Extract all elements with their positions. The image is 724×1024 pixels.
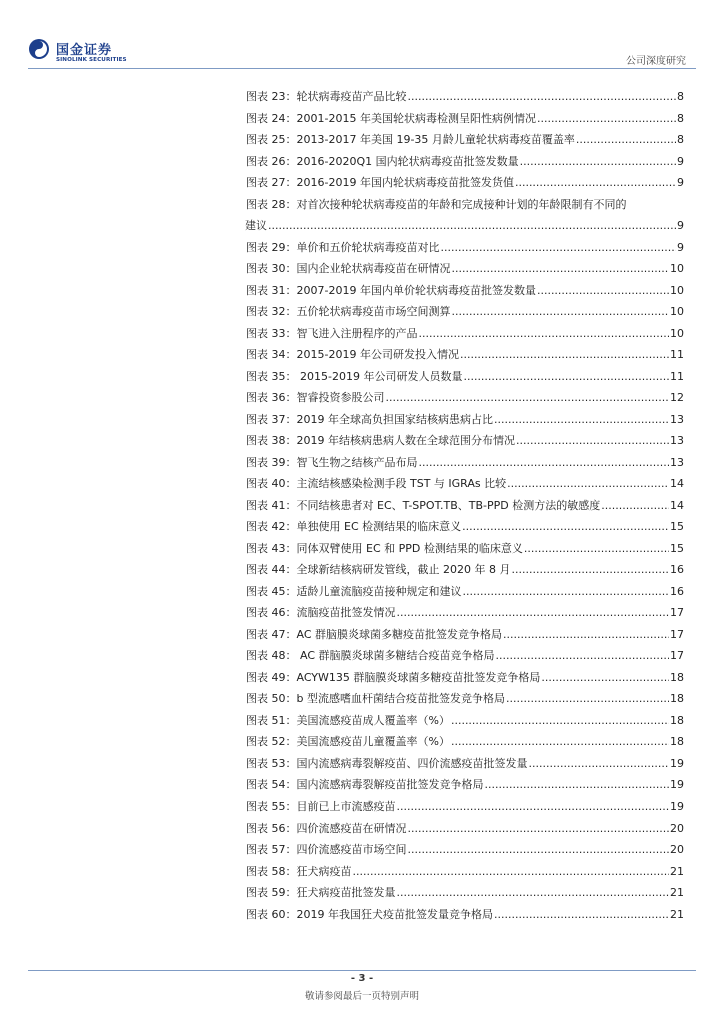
toc-entry-label: 图表 54：国内流感病毒裂解疫苗批签发竞争格局 bbox=[246, 778, 484, 792]
dot-leader bbox=[496, 647, 670, 665]
toc-page-number: 9 bbox=[677, 240, 684, 254]
toc-page-number: 19 bbox=[670, 799, 684, 813]
toc-page-number: 8 bbox=[677, 111, 684, 125]
toc-entry-label: 图表 57：四价流感疫苗市场空间 bbox=[246, 843, 407, 857]
disclaimer-note: 敬请参阅最后一页特别声明 bbox=[304, 991, 419, 1002]
toc-entry[interactable] bbox=[246, 798, 684, 820]
toc-entry-label: 图表 38：2019 年结核病患病人数在全球范围分布情况 bbox=[246, 434, 515, 448]
toc-page-number: 9 bbox=[677, 219, 684, 233]
toc-entry[interactable] bbox=[246, 583, 684, 605]
dot-leader bbox=[520, 153, 676, 171]
toc-entry[interactable] bbox=[246, 131, 684, 153]
toc-entry[interactable] bbox=[246, 325, 684, 347]
toc-entry-label: 图表 59：狂犬病疫苗批签发量 bbox=[246, 886, 396, 900]
dot-leader bbox=[397, 604, 670, 622]
toc-page-number: 14 bbox=[670, 498, 684, 512]
toc-entry[interactable] bbox=[246, 110, 684, 132]
toc-entry[interactable] bbox=[246, 497, 684, 519]
dot-leader bbox=[503, 626, 669, 644]
toc-entry-label: 图表 30：国内企业轮状病毒疫苗在研情况 bbox=[246, 262, 451, 276]
toc-entry[interactable] bbox=[246, 346, 684, 368]
header-divider bbox=[28, 68, 696, 69]
dot-leader bbox=[537, 282, 669, 300]
toc-entry-label: 图表 33：智飞进入注册程序的产品 bbox=[246, 326, 418, 340]
toc-page-number: 18 bbox=[670, 670, 684, 684]
toc-page-number: 8 bbox=[677, 133, 684, 147]
dot-leader bbox=[452, 303, 670, 321]
dot-leader bbox=[441, 239, 677, 257]
toc-entry[interactable] bbox=[246, 411, 684, 433]
toc-entry-label: 图表 23：轮状病毒疫苗产品比较 bbox=[246, 90, 407, 103]
toc-entry[interactable] bbox=[246, 863, 684, 885]
toc-entry[interactable] bbox=[246, 303, 684, 325]
dot-leader bbox=[397, 884, 670, 902]
dot-leader bbox=[485, 776, 670, 794]
toc-entry-label: 图表 56：四价流感疫苗在研情况 bbox=[246, 821, 407, 835]
toc-entry[interactable] bbox=[246, 153, 684, 175]
toc-entry-label: 图表 32：五价轮状病毒疫苗市场空间测算 bbox=[246, 305, 451, 319]
company-logo bbox=[28, 38, 158, 70]
page-header bbox=[0, 0, 724, 70]
toc-entry[interactable] bbox=[246, 389, 684, 411]
toc-page-number: 11 bbox=[670, 369, 684, 383]
toc-entry[interactable] bbox=[246, 432, 684, 454]
toc-entry-label: 图表 58：狂犬病疫苗 bbox=[246, 864, 352, 878]
logo-chinese-name: 国金证券 bbox=[56, 43, 113, 58]
toc-entry-label: 图表 29：单价和五价轮状病毒疫苗对比 bbox=[246, 240, 440, 254]
toc-page-number: 12 bbox=[670, 391, 684, 405]
dot-leader bbox=[506, 690, 669, 708]
toc-page-number: 11 bbox=[670, 348, 684, 362]
dot-leader bbox=[451, 712, 669, 730]
toc-entry[interactable] bbox=[246, 475, 684, 497]
dot-leader bbox=[494, 906, 669, 924]
toc-entry[interactable] bbox=[246, 647, 684, 669]
toc-entry[interactable] bbox=[246, 712, 684, 734]
toc-page-number: 13 bbox=[670, 455, 684, 469]
toc-entry[interactable] bbox=[246, 518, 684, 540]
toc-entry-label: 图表 46：流脑疫苗批签发情况 bbox=[246, 606, 396, 620]
toc-entry-label: 图表 49：ACYW135 群脑膜炎球菌多糖疫苗批签发竞争格局 bbox=[246, 670, 541, 684]
toc-entry-label: 图表 25：2013-2017 年美国 19-35 月龄儿童轮状病毒疫苗覆盖率 bbox=[246, 133, 575, 147]
toc-entry[interactable] bbox=[246, 884, 684, 906]
toc-entry-label: 图表 28：对首次接种轮状病毒疫苗的年龄和完成接种计划的年龄限制有不同的 bbox=[246, 197, 627, 211]
toc-entry-label: 图表 26：2016-2020Q1 国内轮状病毒疫苗批签发数量 bbox=[246, 154, 519, 168]
toc-page-number: 10 bbox=[670, 283, 684, 297]
toc-entry-label: 图表 41：不同结核患者对 EC、T-SPOT.TB、TB-PPD 检测方法的敏感度 bbox=[246, 498, 601, 512]
toc-entry-label: 图表 34：2015-2019 年公司研发投入情况 bbox=[246, 348, 459, 362]
dot-leader bbox=[511, 561, 669, 579]
toc-page-number: 17 bbox=[670, 606, 684, 620]
toc-entry-label: 图表 55：目前已上市流感疫苗 bbox=[246, 799, 396, 813]
dot-leader bbox=[507, 475, 669, 493]
toc-page-number: 20 bbox=[670, 821, 684, 835]
toc-entry[interactable] bbox=[246, 260, 684, 282]
report-type: 公司深度研究 bbox=[626, 56, 686, 67]
toc-page-number: 19 bbox=[670, 756, 684, 770]
toc-page-number: 10 bbox=[670, 262, 684, 276]
dot-leader bbox=[419, 454, 670, 472]
toc-entry[interactable] bbox=[246, 820, 684, 842]
dot-leader bbox=[541, 669, 669, 687]
toc-entry-label: 图表 48： AC 群脑膜炎球菌多糖结合疫苗竞争格局 bbox=[246, 649, 495, 663]
logo-english-name: SINOLINK SECURITIES bbox=[56, 57, 127, 63]
toc-page-number: 9 bbox=[677, 176, 684, 190]
dot-leader bbox=[408, 841, 670, 859]
toc-entry[interactable] bbox=[246, 755, 684, 777]
toc-entry-label: 图表 53：国内流感病毒裂解疫苗、四价流感疫苗批签发量 bbox=[246, 756, 528, 770]
toc-entry[interactable] bbox=[246, 776, 684, 798]
page-number: - 3 - bbox=[350, 973, 374, 984]
figure-list bbox=[246, 88, 684, 927]
toc-page-number: 21 bbox=[670, 907, 684, 921]
toc-page-number: 15 bbox=[670, 520, 684, 534]
toc-entry-label: 图表 27：2016-2019 年国内轮状病毒疫苗批签发货值 bbox=[246, 176, 514, 190]
toc-page-number: 15 bbox=[670, 541, 684, 555]
toc-page-number: 13 bbox=[670, 412, 684, 426]
dot-leader bbox=[419, 325, 670, 343]
dot-leader bbox=[524, 540, 669, 558]
toc-page-number: 18 bbox=[670, 735, 684, 749]
toc-entry-label: 图表 36：智睿投资参股公司 bbox=[246, 391, 385, 405]
toc-entry-label: 图表 39：智飞生物之结核产品布局 bbox=[246, 455, 418, 469]
dot-leader bbox=[462, 518, 669, 536]
toc-entry[interactable] bbox=[246, 196, 684, 239]
toc-entry[interactable] bbox=[246, 368, 684, 390]
dot-leader bbox=[408, 820, 670, 838]
toc-entry[interactable] bbox=[246, 690, 684, 712]
toc-page-number: 18 bbox=[670, 713, 684, 727]
toc-entry[interactable] bbox=[246, 88, 684, 110]
toc-page-number: 17 bbox=[670, 649, 684, 663]
dot-leader bbox=[494, 411, 669, 429]
dot-leader bbox=[463, 583, 670, 601]
toc-entry-label: 图表 45：适龄儿童流脑疫苗接种规定和建议 bbox=[246, 584, 462, 598]
toc-page-number: 19 bbox=[670, 778, 684, 792]
toc-entry[interactable] bbox=[246, 841, 684, 863]
toc-entry-label: 图表 50：b 型流感嗜血杆菌结合疫苗批签发竞争格局 bbox=[246, 692, 505, 706]
toc-page-number: 16 bbox=[670, 584, 684, 598]
toc-entry-label: 图表 35： 2015-2019 年公司研发人员数量 bbox=[246, 369, 463, 383]
toc-entry-label: 图表 51：美国流感疫苗成人覆盖率（%） bbox=[246, 713, 450, 727]
dot-leader bbox=[515, 174, 676, 192]
toc-page-number: 10 bbox=[670, 326, 684, 340]
toc-page-number: 21 bbox=[670, 886, 684, 900]
toc-page-number: 18 bbox=[670, 692, 684, 706]
toc-entry-label: 图表 60：2019 年我国狂犬疫苗批签发量竞争格局 bbox=[246, 907, 493, 921]
toc-entry[interactable] bbox=[246, 239, 684, 261]
toc-entry[interactable] bbox=[246, 454, 684, 476]
toc-entry[interactable] bbox=[246, 174, 684, 196]
toc-entry-label-cont: 建议 bbox=[245, 219, 267, 233]
toc-page-number: 16 bbox=[670, 563, 684, 577]
toc-entry[interactable] bbox=[246, 561, 684, 583]
toc-entry[interactable] bbox=[246, 669, 684, 691]
toc-entry-label: 图表 43：同体双臂使用 EC 和 PPD 检测结果的临床意义 bbox=[246, 541, 523, 555]
dot-leader bbox=[451, 733, 669, 751]
dot-leader bbox=[463, 368, 669, 386]
footer-divider bbox=[28, 970, 696, 971]
toc-entry[interactable] bbox=[246, 604, 684, 626]
toc-page-number: 20 bbox=[670, 843, 684, 857]
dot-leader bbox=[537, 110, 676, 128]
toc-entry[interactable] bbox=[246, 540, 684, 562]
toc-page-number: 13 bbox=[670, 434, 684, 448]
dot-leader bbox=[516, 432, 669, 450]
toc-entry-label: 图表 24：2001-2015 年美国轮状病毒检测呈阳性病例情况 bbox=[246, 111, 536, 125]
dot-leader bbox=[601, 497, 669, 515]
dot-leader bbox=[452, 260, 670, 278]
toc-entry-label: 图表 52：美国流感疫苗儿童覆盖率（%） bbox=[246, 735, 450, 749]
toc-entry-label: 图表 44：全球新结核病研发管线，截止 2020 年 8 月 bbox=[246, 563, 511, 577]
toc-page-number: 9 bbox=[677, 154, 684, 168]
dot-leader bbox=[460, 346, 669, 364]
toc-page-number: 8 bbox=[677, 90, 684, 103]
toc-page-number: 17 bbox=[670, 627, 684, 641]
dot-leader bbox=[353, 863, 670, 881]
toc-entry[interactable] bbox=[246, 733, 684, 755]
toc-entry-label: 图表 47：AC 群脑膜炎球菌多糖疫苗批签发竞争格局 bbox=[246, 627, 503, 641]
sinolink-logo-icon bbox=[28, 38, 50, 60]
toc-entry[interactable] bbox=[246, 906, 684, 928]
toc-entry-label: 图表 40：主流结核感染检测手段 TST 与 IGRAs 比较 bbox=[246, 477, 507, 491]
dot-leader bbox=[408, 88, 677, 106]
toc-entry[interactable] bbox=[246, 282, 684, 304]
toc-entry[interactable] bbox=[246, 626, 684, 648]
toc-entry-label: 图表 42：单独使用 EC 检测结果的临床意义 bbox=[246, 520, 462, 534]
toc-page-number: 14 bbox=[670, 477, 684, 491]
dot-leader bbox=[397, 798, 670, 816]
dot-leader bbox=[268, 217, 676, 235]
toc-page-number: 10 bbox=[670, 305, 684, 319]
toc-entry-label: 图表 31：2007-2019 年国内单价轮状病毒疫苗批签发数量 bbox=[246, 283, 536, 297]
dot-leader bbox=[529, 755, 670, 773]
toc-entry-label: 图表 37：2019 年全球高负担国家结核病患病占比 bbox=[246, 412, 493, 426]
dot-leader bbox=[386, 389, 670, 407]
dot-leader bbox=[576, 131, 676, 149]
toc-page-number: 21 bbox=[670, 864, 684, 878]
